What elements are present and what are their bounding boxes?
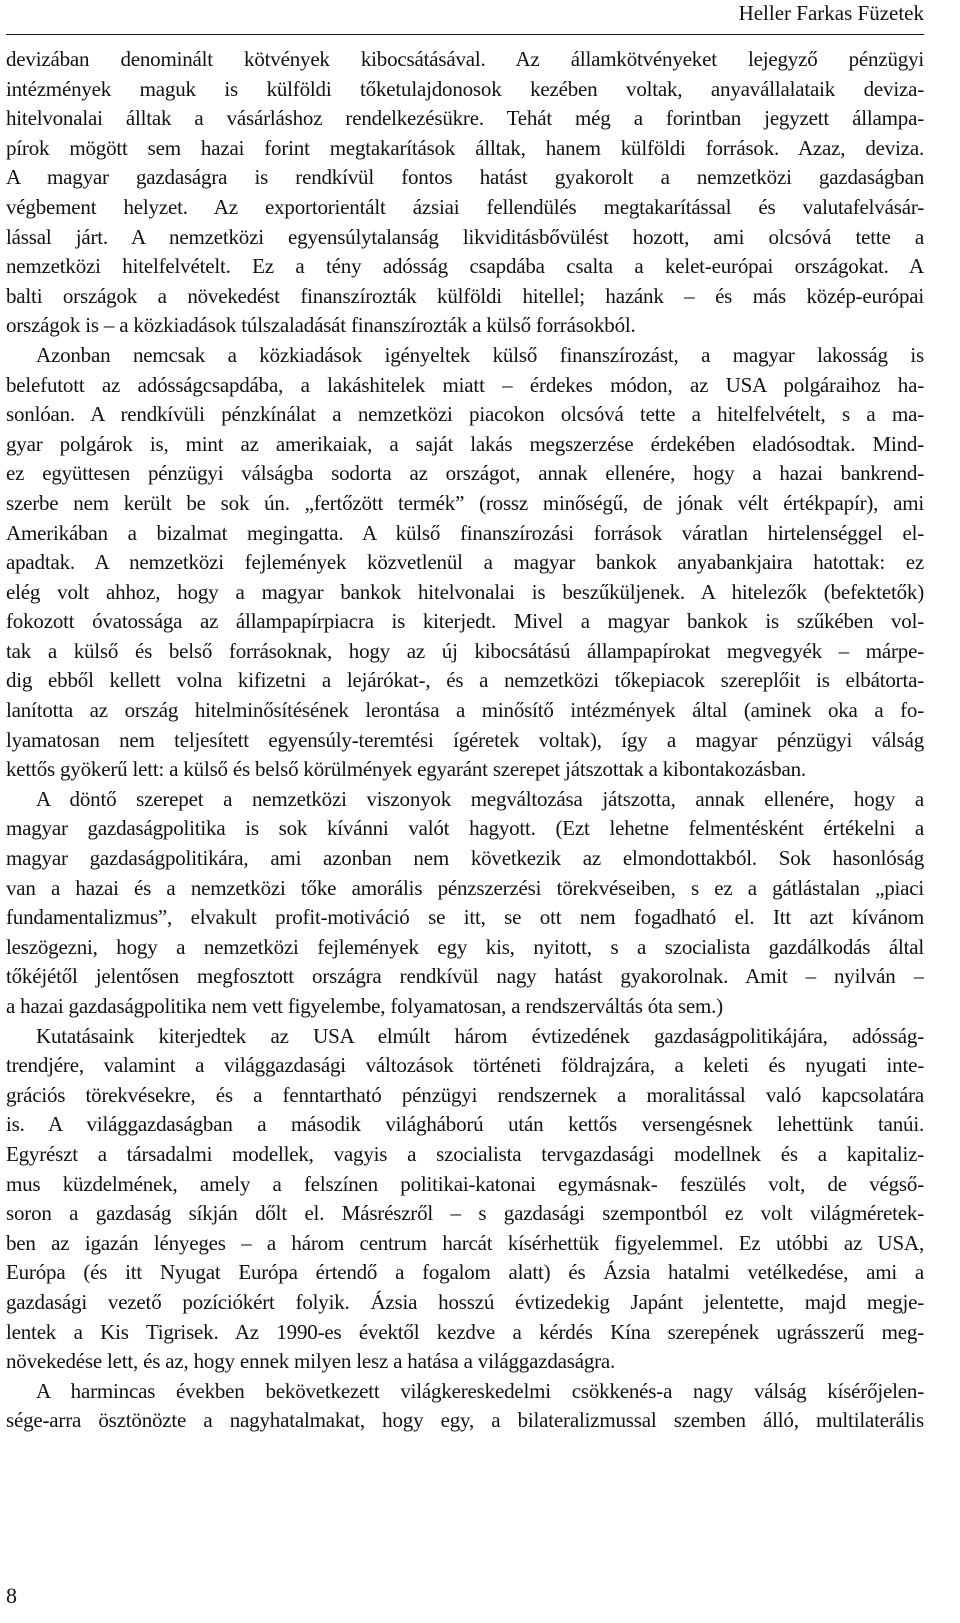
text-line: ben az igazán lényeges – a három centrum harcát kísérhettük figyelemmel. Ez utóbbi az USA, bbox=[6, 1230, 924, 1255]
text-line: lentek a Kis Tigrisek. Az 1990-es évektől kezdve a kérdés Kína szerepének ugrásszerű meg- bbox=[6, 1319, 924, 1344]
text-line: intézmények maguk is külföldi tőketulajdonosok kezében voltak, anyavállalataik deviza- bbox=[6, 76, 924, 101]
body-text bbox=[6, 45, 924, 1436]
text-line: leszögezni, hogy a nemzetközi fejlemények egy kis, nyitott, s a szocialista gazdálkodás által bbox=[6, 934, 924, 959]
text-line: van a hazai és a nemzetközi tőke amorális pénzszerzési törekvéseiben, s ez a gátlástalan „piaci bbox=[6, 875, 924, 900]
text-line: gazdasági vezető pozíciókért folyik. Ázsia hosszú évtizedekig Japánt jelentette, majd megje- bbox=[6, 1289, 924, 1314]
text-line: növekedése lett, és az, hogy ennek milyen lesz a hatása a világgazdaságra. bbox=[6, 1349, 616, 1374]
paragraph-start-line: A harmincas években bekövetkezett világkereskedelmi csökkenés-a nagy válság kísérőjelen- bbox=[36, 1378, 924, 1403]
text-line: dig ebből kellett volna kifizetni a lejárókat-, és a nemzetközi tőkepiacok szereplőit is elbátorta- bbox=[6, 668, 924, 693]
text-line: elég volt ahhoz, hogy a magyar bankok hitelvonalai is beszűküljenek. A hitelezők (befektetők) bbox=[6, 579, 924, 604]
text-line: is. A világgazdaságban a második világháború után kettős versengésnek lehettünk tanúi. bbox=[6, 1112, 924, 1137]
text-line: Európa (és itt Nyugat Európa értendő a fogalom alatt) és Ázsia hatalmi vetélkedése, ami a bbox=[6, 1260, 924, 1285]
text-line: mus küzdelmének, amely a felszínen politikai-katonai egymásnak- feszülés volt, de végső- bbox=[6, 1171, 924, 1196]
text-line: pírok mögött sem hazai forint megtakarítások álltak, hanem külföldi források. Azaz, deviza. bbox=[6, 135, 924, 160]
page-number: 8 bbox=[6, 1583, 17, 1608]
text-line: lyamatosan nem teljesített egyensúly-teremtési ígéretek voltak), így a magyar pénzügyi válság bbox=[6, 727, 924, 752]
text-line: tőkéjétől jelentősen megfosztott országra rendkívül nagy hatást gyakorolnak. Amit – nyilván – bbox=[6, 964, 924, 989]
header-rule bbox=[6, 34, 924, 35]
paragraph-start-line: A döntő szerepet a nemzetközi viszonyok megváltozása játszotta, annak ellenére, hogy a bbox=[36, 786, 924, 811]
text-line: magyar gazdaságpolitika is sok kívánni valót hagyott. (Ezt lehetne felmentésként értékelni a bbox=[6, 816, 924, 841]
text-line: Egyrészt a társadalmi modellek, vagyis a szocialista tervgazdasági modellnek és a kapitaliz- bbox=[6, 1141, 924, 1166]
paragraph-start-line: Azonban nemcsak a közkiadások igényeltek külső finanszírozást, a magyar lakosság is bbox=[36, 342, 924, 367]
text-line: devizában denominált kötvények kibocsátásával. Az államkötvényeket lejegyző pénzügyi bbox=[6, 47, 924, 71]
text-line: fokozott óvatossága az állampapírpiacra is kiterjedt. Mivel a magyar bankok is szűkében vol- bbox=[6, 609, 924, 634]
text-line: Amerikában a bizalmat megingatta. A külső finanszírozási források váratlan hirtelenséggel el- bbox=[6, 520, 924, 545]
text-line: fundamentalizmus”, elvakult profit-motiváció se itt, se ott nem fogadható el. Itt azt kívánom bbox=[6, 905, 924, 930]
text-line: lanította az ország hitelminősítésének lerontása a minősítő intézmények által (aminek oka a fo- bbox=[6, 698, 924, 723]
text-line: nemzetközi hitelfelvételt. Ez a tény adósság csapdába csalta a kelet-európai országokat. A bbox=[6, 254, 924, 279]
text-line: trendjére, valamint a világgazdasági változások történeti földrajzára, a keleti és nyugati inte- bbox=[6, 1053, 924, 1078]
text-line: hitelvonalai álltak a vásárláshoz rendelkezésükre. Tehát még a forintban jegyzett állampa- bbox=[6, 106, 924, 131]
text-line: országok is – a közkiadások túlszaladását finanszírozták a külső forrásokból. bbox=[6, 313, 636, 338]
text-line: lással járt. A nemzetközi egyensúlytalanság likviditásbővülést hozott, ami olcsóvá tette a bbox=[6, 224, 924, 249]
text-line: soron a gazdaság síkján dőlt el. Másrészről – s gazdasági szempontból ez volt világméretek- bbox=[6, 1201, 924, 1226]
page-header bbox=[0, 0, 960, 38]
text-line: balti országok a növekedést finanszírozták külföldi hitellel; hazánk – és más közép-európai bbox=[6, 283, 924, 308]
text-line: végbement helyzet. Az exportorientált ázsiai fellendülés megtakarítással és valutafelvásár- bbox=[6, 194, 924, 219]
text-line: szerbe nem került be sok ún. „fertőzött termék” (rossz minőségű, de jónak vélt értékpapír), ami bbox=[6, 490, 924, 515]
text-line: A magyar gazdaságra is rendkívül fontos hatást gyakorolt a nemzetközi gazdaságban bbox=[6, 165, 924, 190]
text-line: ez együttesen pénzügyi válságba sodorta az országot, annak ellenére, hogy a hazai bankrend- bbox=[6, 461, 924, 486]
paragraph-start-line: Kutatásaink kiterjedtek az USA elmúlt három évtizedének gazdaságpolitikájára, adósság- bbox=[36, 1023, 924, 1048]
text-line: sége-arra ösztönözte a nagyhatalmakat, hogy egy, a bilateralizmussal szemben álló, multilaterális bbox=[6, 1408, 924, 1433]
text-line: kettős gyökerű lett: a külső és belső körülmények egyaránt szerepet játszottak a kibontakozásban. bbox=[6, 757, 806, 782]
text-line: tak a külső és belső forrásoknak, hogy az új kibocsátású állampapírokat megvegyék – márpe- bbox=[6, 638, 924, 663]
text-line: gyar polgárok is, mint az amerikaiak, a saját lakás megszerzése érdekében eladósodtak. Mind- bbox=[6, 431, 924, 456]
text-line: magyar gazdaságpolitikára, ami azonban nem következik az elmondottakból. Sok hasonlóság bbox=[6, 846, 924, 871]
text-line: grációs törekvésekre, és a fenntartható pénzügyi rendszernek a moralitással való kapcsolatára bbox=[6, 1082, 924, 1107]
text-line: apadtak. A nemzetközi fejlemények közvetlenül a magyar bankok anyabankjaira hatottak: ez bbox=[6, 550, 924, 575]
text-line: a hazai gazdaságpolitika nem vett figyelembe, folyamatosan, a rendszerváltás óta sem.) bbox=[6, 994, 723, 1018]
running-header-title: Heller Farkas Füzetek bbox=[738, 1, 924, 25]
text-line: sonlóan. A rendkívüli pénzkínálat a nemzetközi piacokon olcsóvá tette a hitelfelvételt, s a ma- bbox=[6, 402, 924, 427]
text-line: belefutott az adósságcsapdába, a lakáshitelek miatt – érdekes módon, az USA polgáraihoz ha- bbox=[6, 372, 924, 397]
